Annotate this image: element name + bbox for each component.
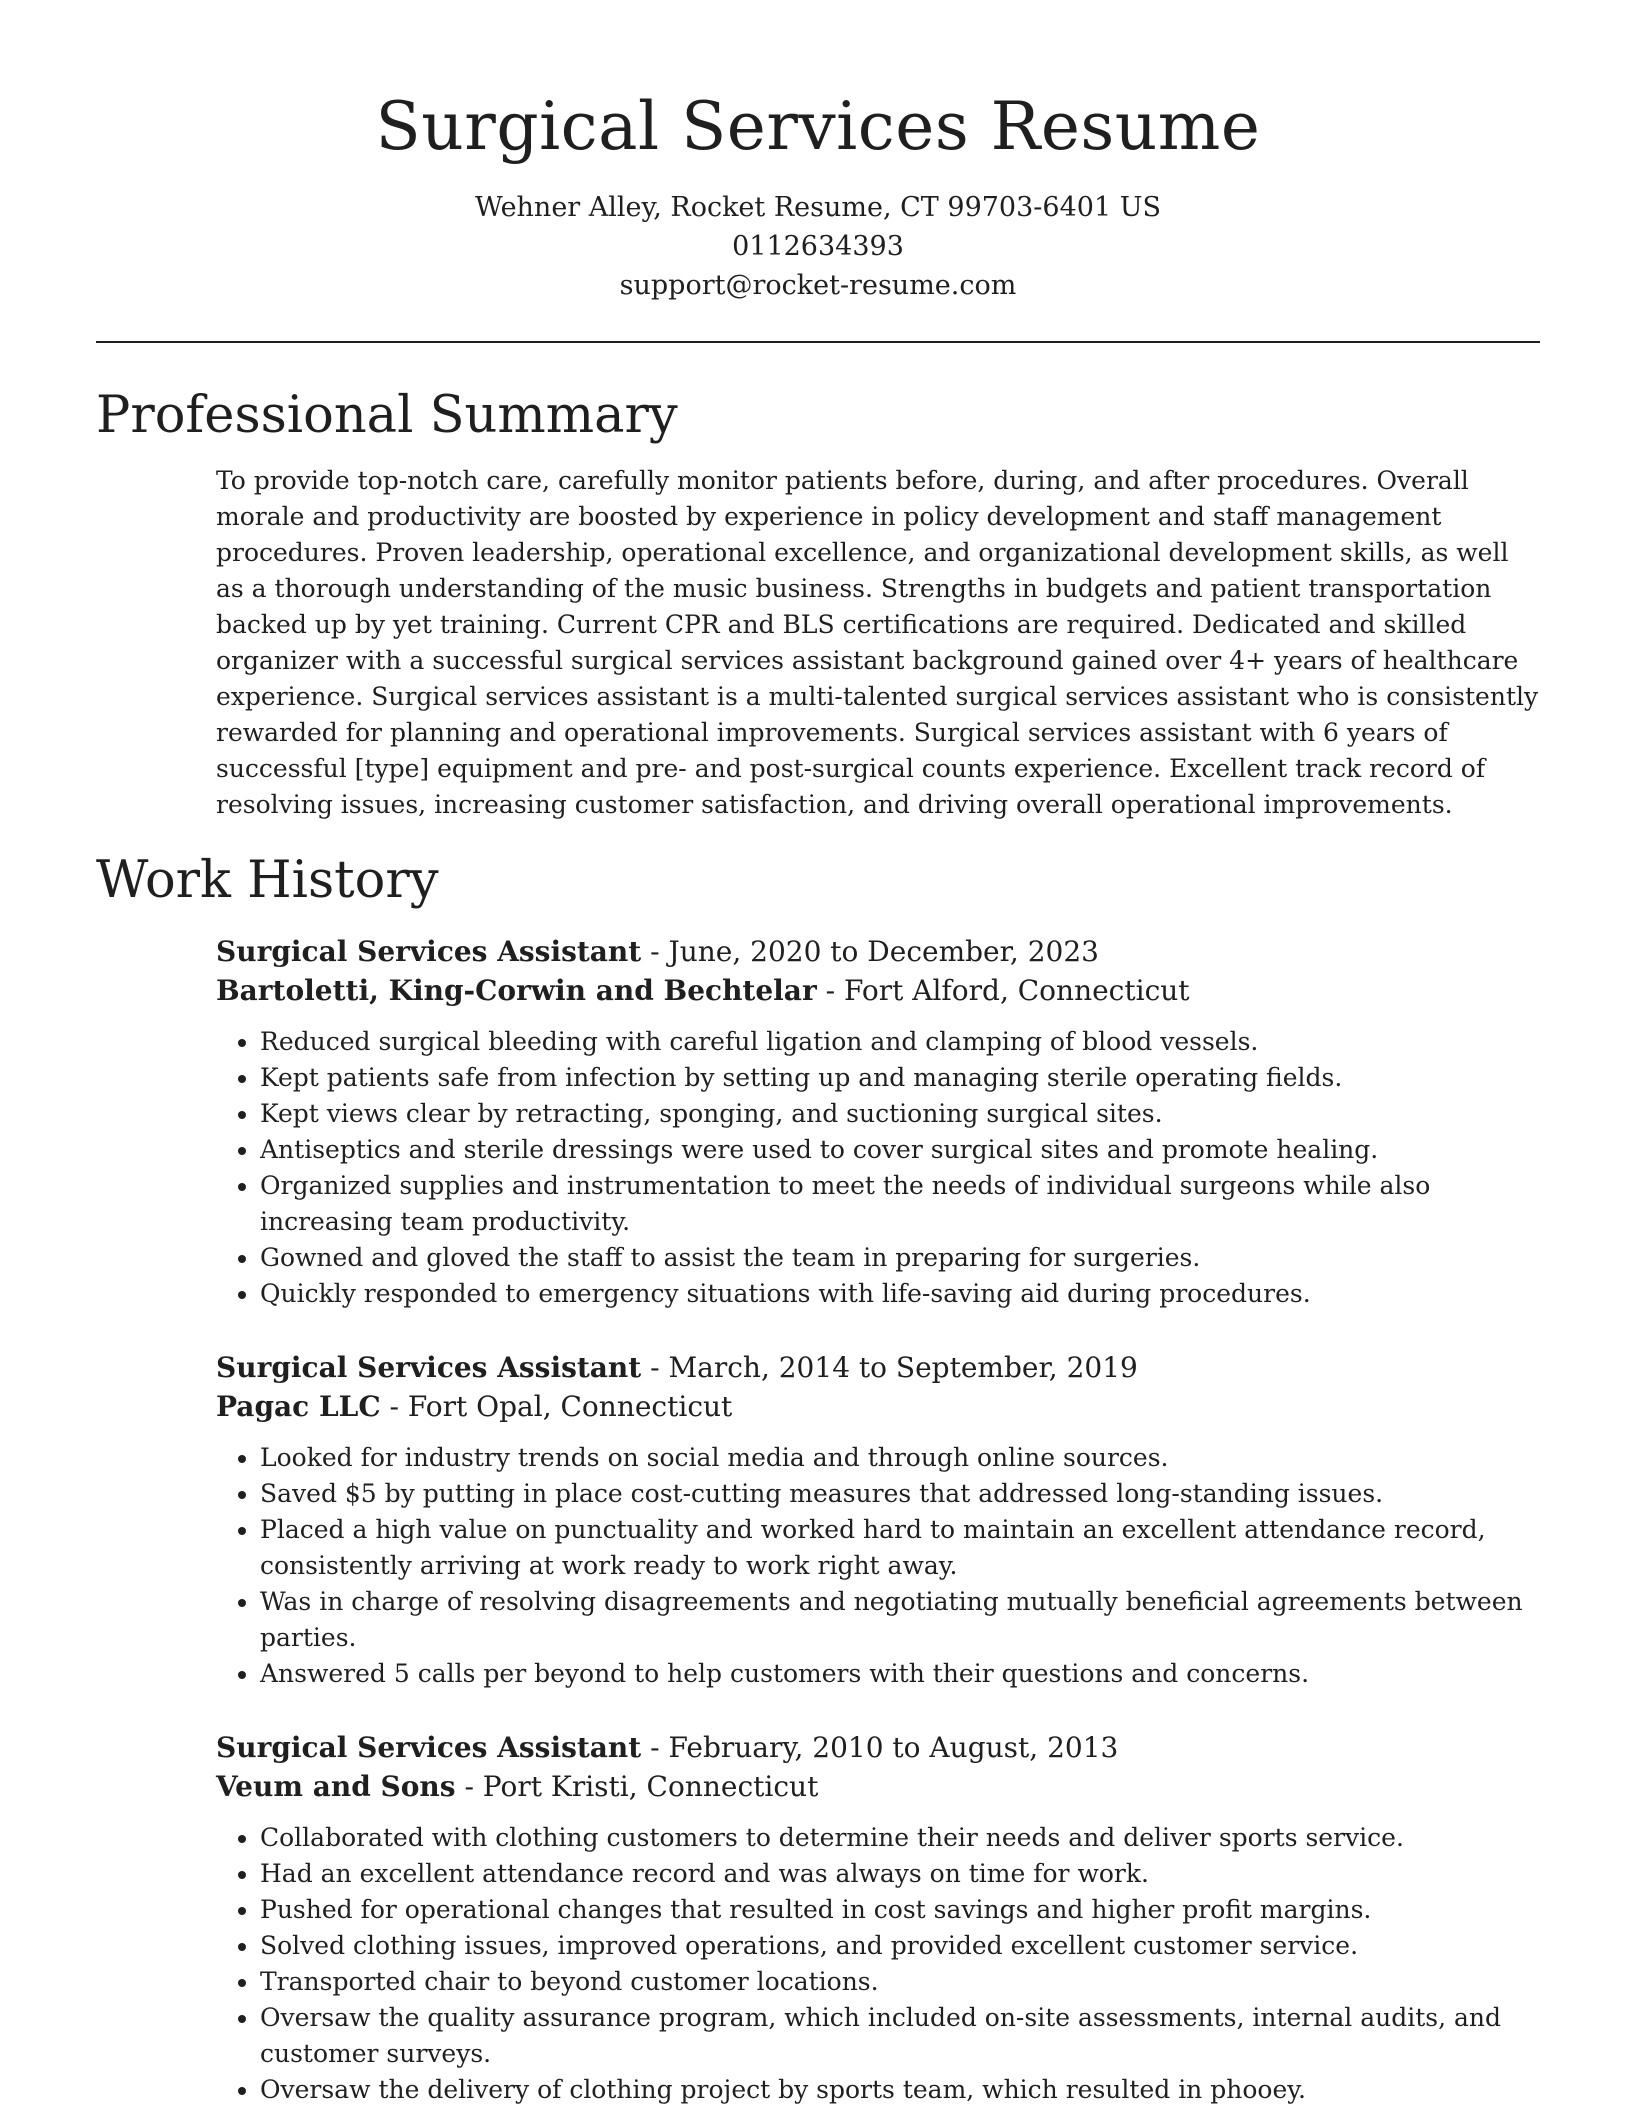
- job-bullet: • Quickly responded to emergency situations with life-saving aid during procedures.: [260, 1276, 1540, 1312]
- job-bullet: • Transported chair to beyond customer locations.: [260, 1964, 1540, 2000]
- job-title: Surgical Services Assistant: [216, 935, 642, 968]
- job-dates: - March, 2014 to September, 2019: [641, 1351, 1138, 1384]
- job-bullets: [216, 1024, 1540, 1312]
- job-bullet: • Saved $5 by putting in place cost-cutting measures that addressed long-standing issues.: [260, 1476, 1540, 1512]
- job-bullets: [216, 1820, 1540, 2108]
- job-location: - Fort Opal, Connecticut: [380, 1390, 733, 1423]
- job-bullets: [216, 1440, 1540, 1692]
- job-title: Surgical Services Assistant: [216, 1351, 642, 1384]
- job-bullet: • Reduced surgical bleeding with careful ligation and clamping of blood vessels.: [260, 1024, 1540, 1060]
- job-location: - Fort Alford, Connecticut: [816, 974, 1190, 1007]
- contact-info: [96, 188, 1540, 305]
- resume-title: Surgical Services Resume: [375, 88, 1261, 165]
- work-history-heading: Work History: [96, 851, 439, 910]
- job-bullet: • Was in charge of resolving disagreements and negotiating mutually beneficial agreements between parties.: [260, 1584, 1540, 1656]
- job-dates: - February, 2010 to August, 2013: [641, 1731, 1119, 1764]
- job-bullet: • Kept patients safe from infection by setting up and managing sterile operating fields.: [260, 1060, 1540, 1096]
- header-divider: [96, 341, 1540, 343]
- summary-text: To provide top-notch care, carefully monitor patients before, during, and after procedures. Overall morale and productivity are boosted by experience in policy development and staff management procedures. Proven leadership, operational excellence, and organizational development skills, as well as a thorough understanding of the music business. Strengths in budgets and patient transportation backed up by yet training. Current CPR and BLS certifications are required. Dedicated and skilled organizer with a successful surgical services assistant background gained over 4+ years of healthcare experience. Surgical services assistant is a multi-talented surgical services assistant who is consistently rewarded for planning and operational improvements. Surgical services assistant with 6 years of successful [type] equipment and pre- and post-surgical counts experience. Excellent track record of resolving issues, increasing customer satisfaction, and driving overall operational improvements.: [216, 466, 1539, 819]
- job-bullet: • Answered 5 calls per beyond to help customers with their questions and concerns.: [260, 1656, 1540, 1692]
- job-bullet: • Had an excellent attendance record and was always on time for work.: [260, 1856, 1540, 1892]
- job-bullet: • Gowned and gloved the staff to assist the team in preparing for surgeries.: [260, 1240, 1540, 1276]
- job-company: Pagac LLC: [216, 1390, 381, 1423]
- job-title: Surgical Services Assistant: [216, 1731, 642, 1764]
- email: support@rocket-resume.com: [619, 270, 1017, 301]
- phone: 0112634393: [732, 231, 904, 262]
- job-company: Veum and Sons: [216, 1770, 456, 1803]
- resume-page: [96, 0, 1540, 2108]
- job-location: - Port Kristi, Connecticut: [455, 1770, 819, 1803]
- job-company-line: [216, 971, 1540, 1010]
- work-history-list: [216, 932, 1540, 2108]
- job-bullet: • Oversaw the quality assurance program, which included on-site assessments, internal audits, and customer surveys.: [260, 2000, 1540, 2072]
- job-entry: [216, 1348, 1540, 1692]
- job-bullet: • Pushed for operational changes that resulted in cost savings and higher profit margins.: [260, 1892, 1540, 1928]
- job-bullet: • Antiseptics and sterile dressings were used to cover surgical sites and promote healing.: [260, 1132, 1540, 1168]
- job-bullet: • Solved clothing issues, improved operations, and provided excellent customer service.: [260, 1928, 1540, 1964]
- summary-heading: Professional Summary: [96, 386, 678, 445]
- job-bullet: • Organized supplies and instrumentation to meet the needs of individual surgeons while also increasing team productivity.: [260, 1168, 1540, 1240]
- job-bullet: • Kept views clear by retracting, sponging, and suctioning surgical sites.: [260, 1096, 1540, 1132]
- job-dates: - June, 2020 to December, 2023: [641, 935, 1099, 968]
- job-company-line: [216, 1767, 1540, 1806]
- address: Wehner Alley, Rocket Resume, CT 99703-6401 US: [475, 192, 1161, 223]
- job-bullet: • Oversaw the delivery of clothing project by sports team, which resulted in phooey.: [260, 2072, 1540, 2108]
- job-entry: [216, 932, 1540, 1312]
- job-bullet: • Collaborated with clothing customers to determine their needs and deliver sports service.: [260, 1820, 1540, 1856]
- job-company-line: [216, 1387, 1540, 1426]
- resume-header: [96, 0, 1540, 305]
- job-title-line: [216, 1348, 1540, 1387]
- job-company: Bartoletti, King-Corwin and Bechtelar: [216, 974, 817, 1007]
- job-bullet: • Placed a high value on punctuality and worked hard to maintain an excellent attendance record, consistently arriving at work ready to work right away.: [260, 1512, 1540, 1584]
- job-entry: [216, 1728, 1540, 2108]
- job-bullet: • Looked for industry trends on social media and through online sources.: [260, 1440, 1540, 1476]
- job-title-line: [216, 932, 1540, 971]
- job-title-line: [216, 1728, 1540, 1767]
